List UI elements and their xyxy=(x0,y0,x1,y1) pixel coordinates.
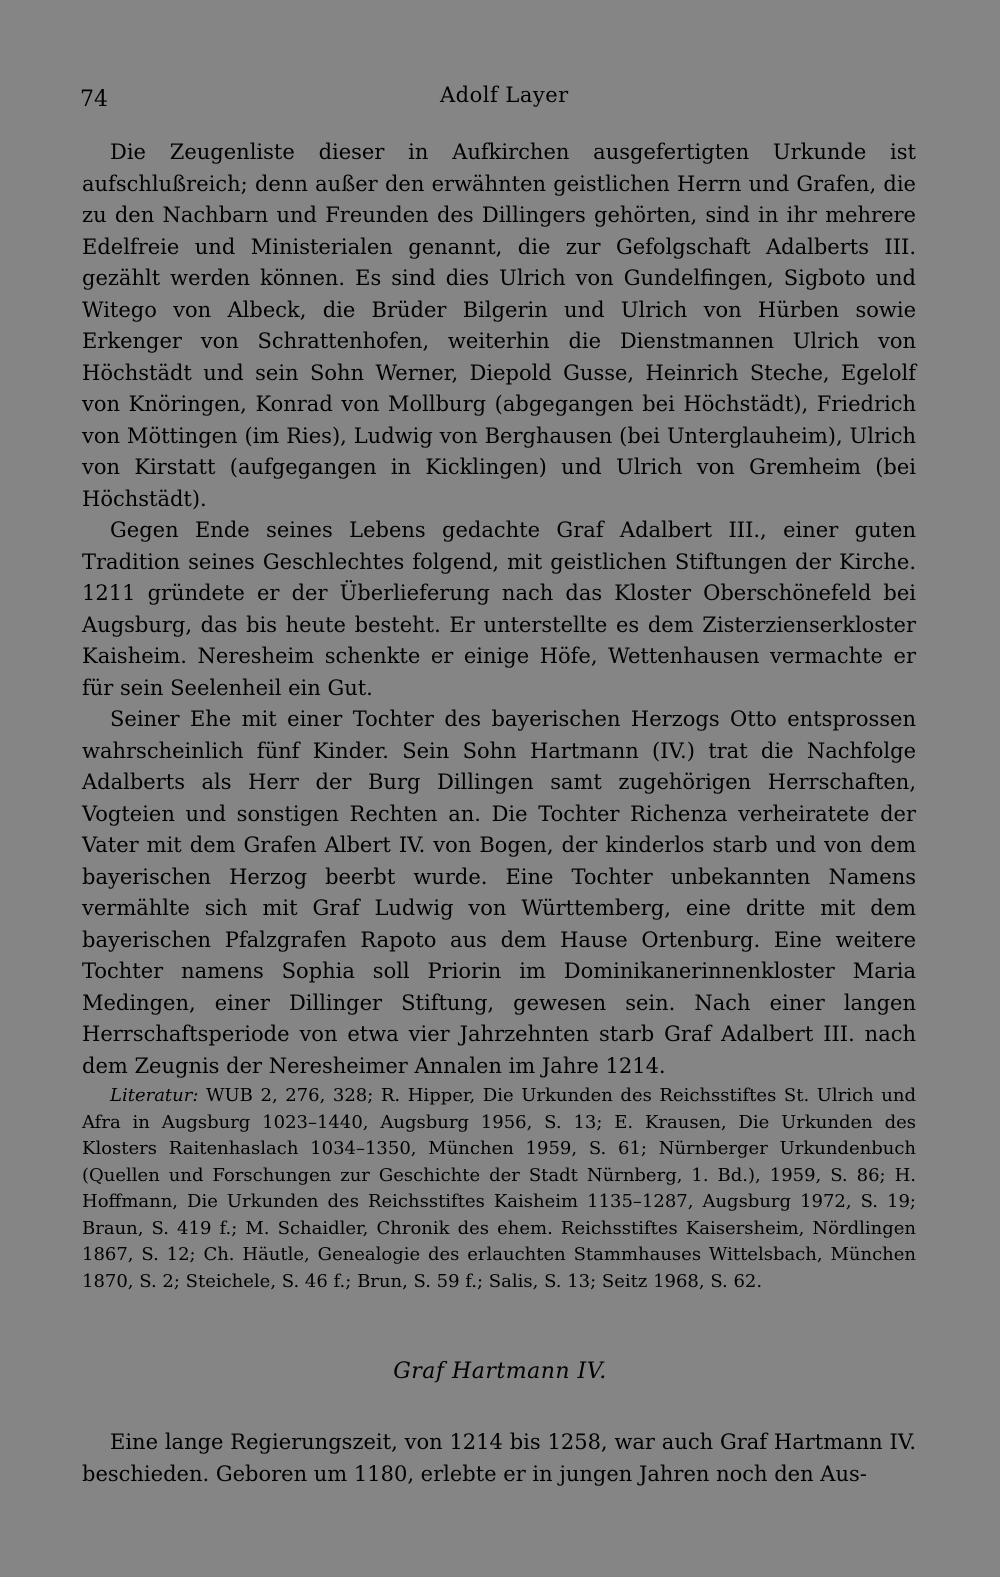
paragraph-foundations: Gegen Ende seines Lebens gedachte Graf Adalbert III., einer guten Tradition seines Geschlechtes folgend, mit geistlichen Stiftungen der Kirche. 1211 gründete er der Überlieferung nach das Kloster Oberschönefeld bei Augsburg, das bis heute besteht. Er unterstellte es dem Zisterzienserkloster Kaisheim. Neresheim schenkte er einige Höfe, Wettenhausen vermachte er für sein Seelenheil ein Gut. xyxy=(82,518,916,700)
paragraph-hartmann: Eine lange Regierungszeit, von 1214 bis 1258, war auch Graf Hartmann IV. beschieden. Geboren um 1180, erlebte er in jungen Jahren noch den Aus- xyxy=(82,1430,916,1486)
literature-label: Literatur: xyxy=(110,1085,199,1106)
literature-text: WUB 2, 276, 328; R. Hipper, Die Urkunden des Reichsstiftes St. Ulrich und Afra in Augsburg 1023–1440, Augsburg 1956, S. 13; E. Krausen, Die Urkunden des Klosters Raitenhaslach 1034–1350, München 1959, S. 61; Nürnberger Urkundenbuch (Quellen und Forschungen zur Geschichte der Stadt Nürnberg, 1. Bd.), 1959, S. 86; H. Hoffmann, Die Urkunden des Reichsstiftes Kaisheim 1135–1287, Augsburg 1972, S. 19; Braun, S. 419 f.; M. Schaidler, Chronik des ehem. Reichsstiftes Kaisersheim, Nördlingen 1867, S. 12; Ch. Häutle, Genealogie des erlauchten Stammhauses Wittelsbach, München 1870, S. 2; Steichele, S. 46 f.; Brun, S. 59 f.; Salis, S. 13; Seitz 1968, S. 62. xyxy=(82,1085,916,1292)
running-head: Adolf Layer xyxy=(440,83,569,107)
section-text xyxy=(82,1427,916,1490)
section-heading: Graf Hartmann IV. xyxy=(393,1359,607,1384)
main-text xyxy=(82,137,916,1082)
literature-note xyxy=(82,1083,916,1295)
paragraph-witness-list: Die Zeugenliste dieser in Aufkirchen ausgefertigten Urkunde ist aufschlußreich; denn außer den erwähnten geistlichen Herrn und Grafen, die zu den Nachbarn und Freunden des Dillingers gehörten, sind in ihr mehrere Edelfreie und Ministerialen genannt, die zur Gefolgschaft Adalberts III. gezählt werden können. Es sind dies Ulrich von Gundelfingen, Sigboto und Witego von Albeck, die Brüder Bilgerin und Ulrich von Hürben sowie Erkenger von Schrattenhofen, weiterhin die Dienstmannen Ulrich von Höchstädt und sein Sohn Werner, Diepold Gusse, Heinrich Steche, Egelolf von Knöringen, Konrad von Mollburg (abgegangen bei Höchstädt), Friedrich von Möttingen (im Ries), Ludwig von Berghausen (bei Unterglauheim), Ulrich von Kirstatt (aufgegangen in Kicklingen) und Ulrich von Gremheim (bei Höchstädt). xyxy=(82,140,916,511)
paragraph-children: Seiner Ehe mit einer Tochter des bayerischen Herzogs Otto entsprossen wahrscheinlich fünf Kinder. Sein Sohn Hartmann (IV.) trat die Nachfolge Adalberts als Herr der Burg Dillingen samt zugehörigen Herrschaften, Vogteien und sonstigen Rechten an. Die Tochter Richenza verheiratete der Vater mit dem Grafen Albert IV. von Bogen, der kinderlos starb und von dem bayerischen Herzog beerbt wurde. Eine Tochter unbekannten Namens vermählte sich mit Graf Ludwig von Württemberg, eine dritte mit dem bayerischen Pfalzgrafen Rapoto aus dem Hause Ortenburg. Eine weitere Tochter namens Sophia soll Priorin im Dominikanerinnenkloster Maria Medingen, einer Dillinger Stiftung, gewesen sein. Nach einer langen Herrschaftsperiode von etwa vier Jahrzehnten starb Graf Adalbert III. nach dem Zeugnis der Neresheimer Annalen im Jahre 1214. xyxy=(82,707,916,1078)
page-number: 74 xyxy=(80,87,108,112)
